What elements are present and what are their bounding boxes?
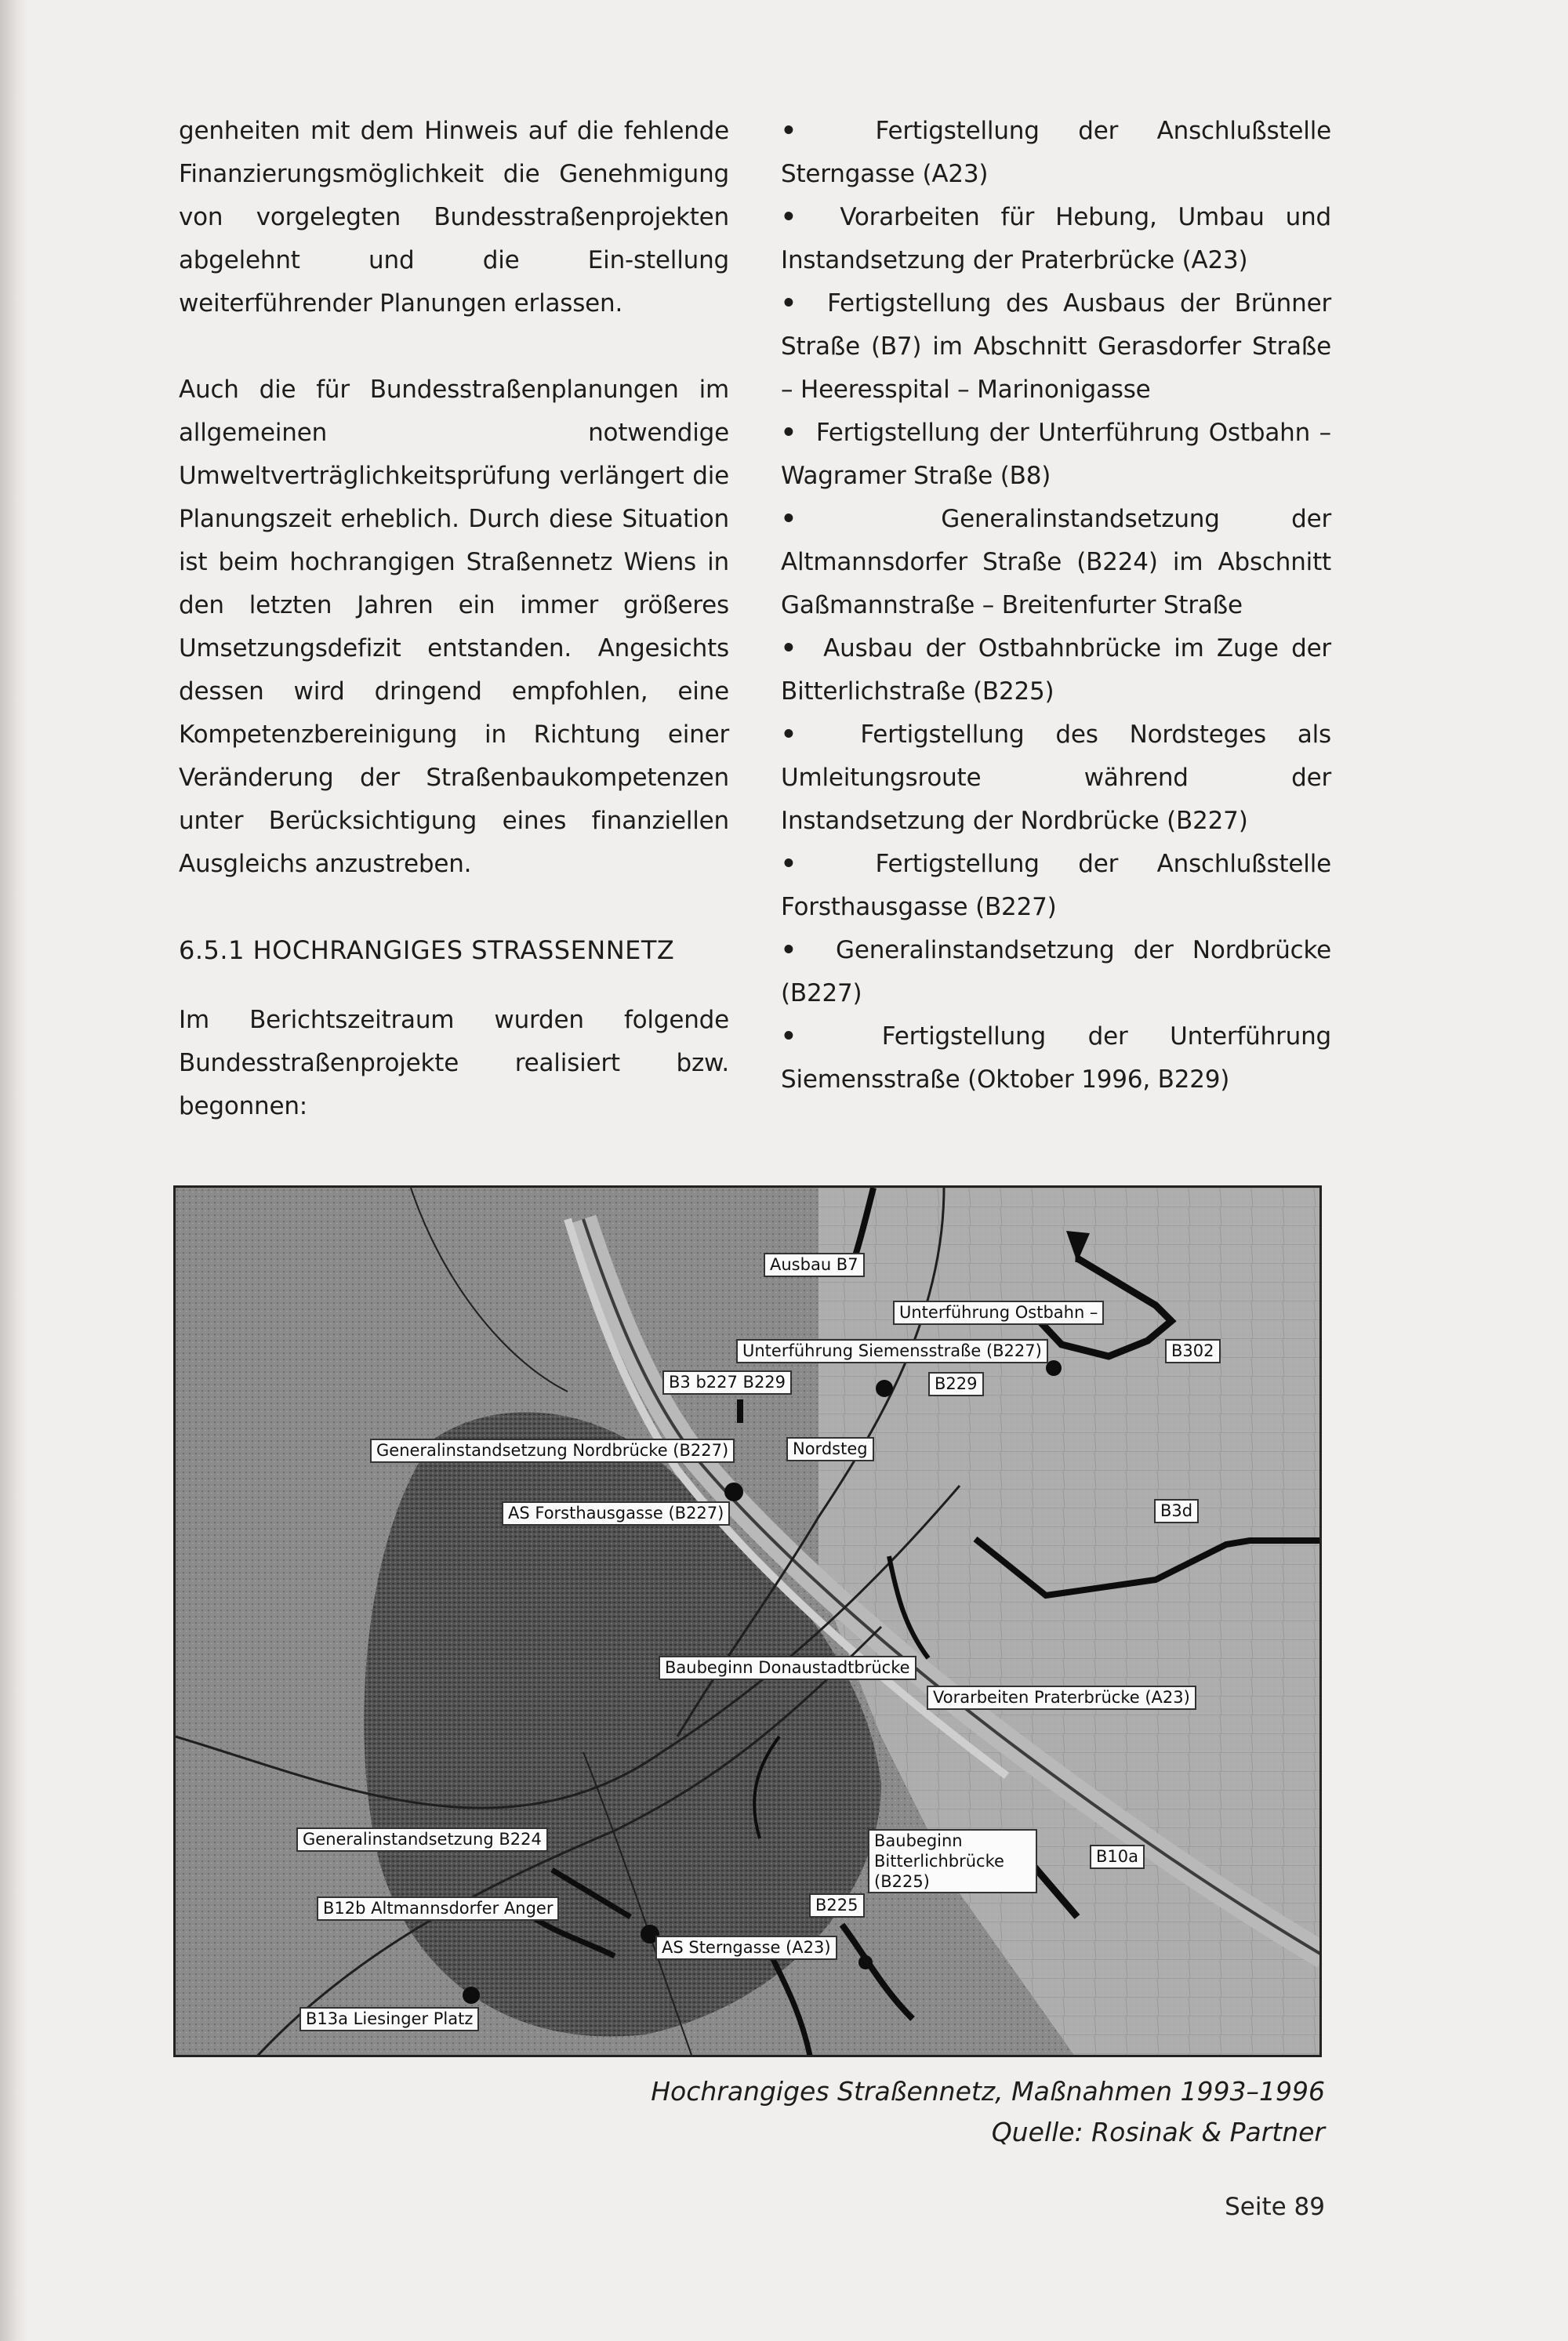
- map-label-b3-b227-b229: B3 b227 B229: [662, 1370, 792, 1395]
- bullet-item: • Ausbau der Ostbahnbrücke im Zuge der Bitterlichstraße (B225): [781, 627, 1331, 713]
- bullet-item: • Fertigstellung der Anschlußstelle Forsthausgasse (B227): [781, 843, 1331, 929]
- map-label-unterfuehrung-siemens: Unterführung Siemensstraße (B227): [736, 1339, 1048, 1363]
- map-label-b225: B225: [809, 1893, 865, 1918]
- right-column: [781, 110, 1331, 1102]
- bullet-item: • Fertigstellung der Unterführung Siemensstraße (Oktober 1996, B229): [781, 1015, 1331, 1102]
- left-column: [179, 110, 729, 1128]
- map-label-nordsteg: Nordsteg: [786, 1437, 874, 1461]
- bullet-item: • Generalinstandsetzung der Altmannsdorfer Straße (B224) im Abschnitt Gaßmannstraße – Breitenfurter Straße: [781, 498, 1331, 627]
- map-label-b229: B229: [928, 1372, 984, 1396]
- map-label-b13a: B13a Liesinger Platz: [299, 2007, 479, 2031]
- caption-title: Hochrangiges Straßennetz, Maßnahmen 1993–1996: [651, 2076, 1325, 2107]
- map-caption: [619, 2071, 1325, 2153]
- paragraph-2: Auch die für Bundesstraßenplanungen im allgemeinen notwendige Umweltverträglichkeitsprüfung verlängert die Planungszeit erheblich. Durch diese Situation ist beim hochrangigen Straßennetz Wiens in den letzten Jahren ein immer größeres Umsetzungsdefizit entstanden. Angesichts dessen wird dringend empfohlen, eine Kompetenzbereinigung in Richtung einer Veränderung der Straßenbaukompetenzen unter Berücksichtigung eines finanziellen Ausgleichs anzustreben.: [179, 376, 729, 878]
- bullet-item: • Fertigstellung des Ausbaus der Brünner Straße (B7) im Abschnitt Gerasdorfer Straße – Heeresspital – Marinonigasse: [781, 282, 1331, 412]
- map-label-forsthausgasse: AS Forsthausgasse (B227): [502, 1501, 730, 1526]
- map-label-b3d: B3d: [1154, 1499, 1199, 1523]
- road-network-map: [173, 1185, 1322, 2057]
- page-number: Seite 89: [1225, 2193, 1325, 2221]
- bullet-item: • Generalinstandsetzung der Nordbrücke (B227): [781, 929, 1331, 1015]
- map-label-nordbruecke: Generalinstandsetzung Nordbrücke (B227): [370, 1439, 735, 1463]
- map-label-donaustadtbruecke: Baubeginn Donaustadtbrücke: [659, 1656, 916, 1680]
- bullet-item: • Fertigstellung des Nordsteges als Umleitungsroute während der Instandsetzung der Nordbrücke (B227): [781, 713, 1331, 843]
- bullet-item: • Vorarbeiten für Hebung, Umbau und Instandsetzung der Praterbrücke (A23): [781, 196, 1331, 282]
- map-label-b302: B302: [1165, 1339, 1221, 1363]
- map-label-b12b: B12b Altmannsdorfer Anger: [317, 1896, 559, 1921]
- map-label-praterbruecke: Vorarbeiten Praterbrücke (A23): [927, 1686, 1196, 1710]
- section-heading: 6.5.1 HOCHRANGIGES STRASSENNETZ: [179, 935, 675, 965]
- map-label-b10a: B10a: [1090, 1845, 1145, 1869]
- map-label-ausbau-b7: Ausbau B7: [764, 1253, 865, 1277]
- paragraph-3: Im Berichtszeitraum wurden folgende Bundesstraßenprojekte realisiert bzw. begonnen:: [179, 1006, 729, 1120]
- paragraph-1: genheiten mit dem Hinweis auf die fehlende Finanzierungsmöglichkeit die Genehmigung von vorgelegten Bundesstraßenprojekten abgelehnt und die Ein-stellung weiterführender Planungen erlassen.: [179, 117, 729, 318]
- page-edge: [0, 0, 28, 2341]
- map-label-sterngasse: AS Sterngasse (A23): [655, 1936, 837, 1960]
- bullet-item: • Fertigstellung der Unterführung Ostbahn – Wagramer Straße (B8): [781, 412, 1331, 498]
- map-label-bitterlich: Baubeginn Bitterlichbrücke (B225): [868, 1829, 1037, 1893]
- caption-source: Quelle: Rosinak & Partner: [991, 2117, 1325, 2147]
- map-label-b224: Generalinstandsetzung B224: [296, 1827, 548, 1852]
- map-label-unterfuehrung-ostbahn: Unterführung Ostbahn –: [893, 1301, 1104, 1325]
- bullet-item: • Fertigstellung der Anschlußstelle Sterngasse (A23): [781, 110, 1331, 196]
- map-graphic: [176, 1188, 1322, 2057]
